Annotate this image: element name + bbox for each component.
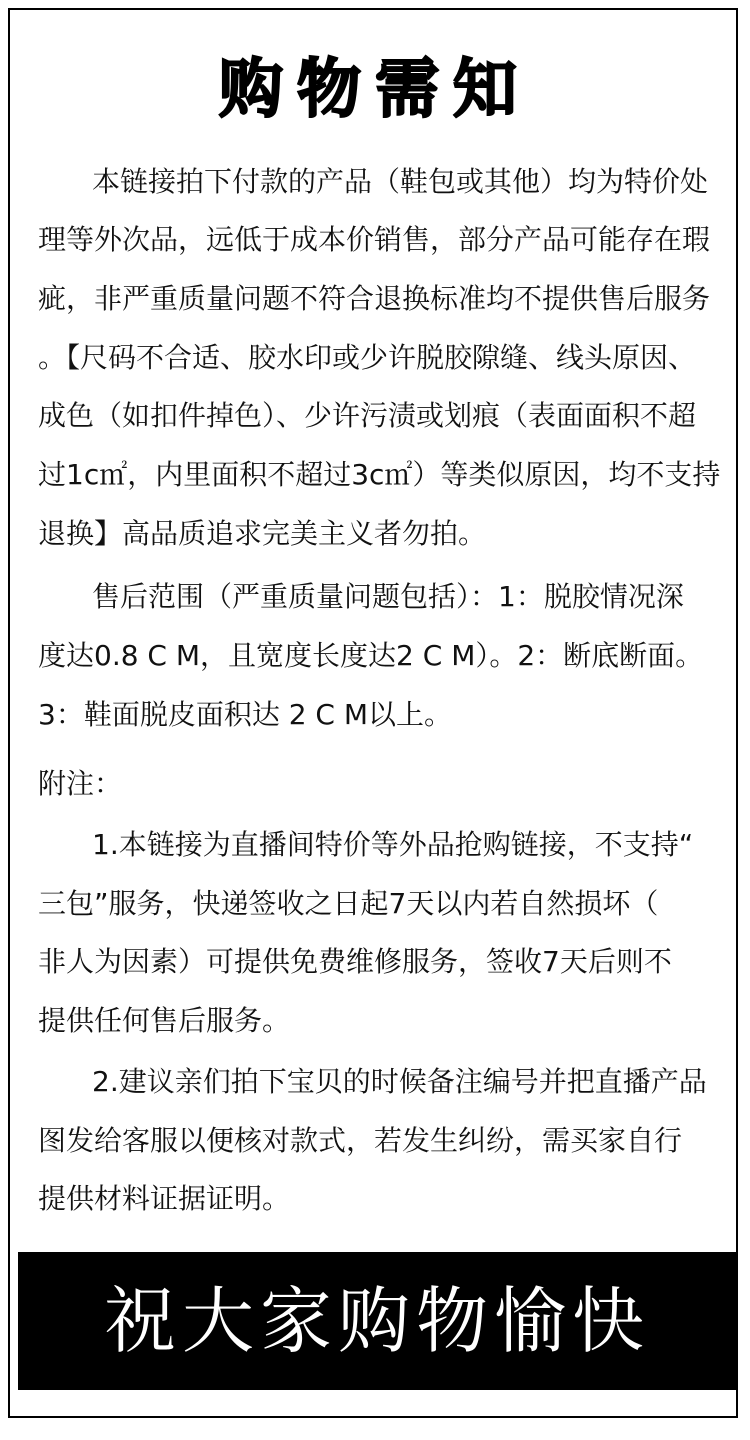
note-2-line: 图发给客服以便核对款式，若发生纠纷，需买家自行: [38, 1124, 683, 1157]
note-1-line: 1.本链接为直播间特价等外品抢购链接，不支持“: [92, 828, 694, 861]
paragraph-1-line: 。【尺码不合适、胶水印或少许脱胶隙缝、线头原因、: [38, 341, 697, 374]
note-2-line: 提供材料证据证明。: [38, 1182, 291, 1215]
footer-banner: [18, 1252, 736, 1390]
paragraph-2-line: 度达0.8 C M，且宽度长度达2 C M）。2：断底断面。: [38, 639, 704, 672]
paragraph-2-line: 3：鞋面脱皮面积达 2 C M以上。: [38, 698, 453, 731]
paragraph-1-line: 本链接拍下付款的产品（鞋包或其他）均为特价处: [92, 165, 709, 198]
page-title: 购物需知: [219, 53, 531, 127]
paragraph-1-line: 理等外次品，远低于成本价销售，部分产品可能存在瑕: [38, 223, 711, 256]
note-1-line: 提供任何售后服务。: [38, 1004, 291, 1037]
paragraph-1-line: 退换】高品质追求完美主义者勿拍。: [38, 517, 487, 550]
note-label: 附注：: [38, 767, 123, 800]
paragraph-1-line: 过1c㎡，内里面积不超过3c㎡）等类似原因，均不支持: [38, 458, 721, 491]
note-2-line: 2.建议亲们拍下宝贝的时候备注编号并把直播产品: [92, 1065, 707, 1098]
footer-text: 祝大家购物愉快: [103, 1279, 650, 1363]
paragraph-1-line: 疵，非严重质量问题不符合退换标准均不提供售后服务: [38, 282, 711, 315]
paragraph-2-line: 售后范围（严重质量问题包括）：1：脱胶情况深: [92, 580, 684, 613]
note-1-line: 非人为因素）可提供免费维修服务，签收7天后则不: [38, 945, 672, 978]
paragraph-1-line: 成色（如扣件掉色）、少许污渍或划痕（表面面积不超: [38, 399, 697, 432]
note-1-line: 三包”服务，快递签收之日起7天以内若自然损坏（: [38, 887, 659, 920]
